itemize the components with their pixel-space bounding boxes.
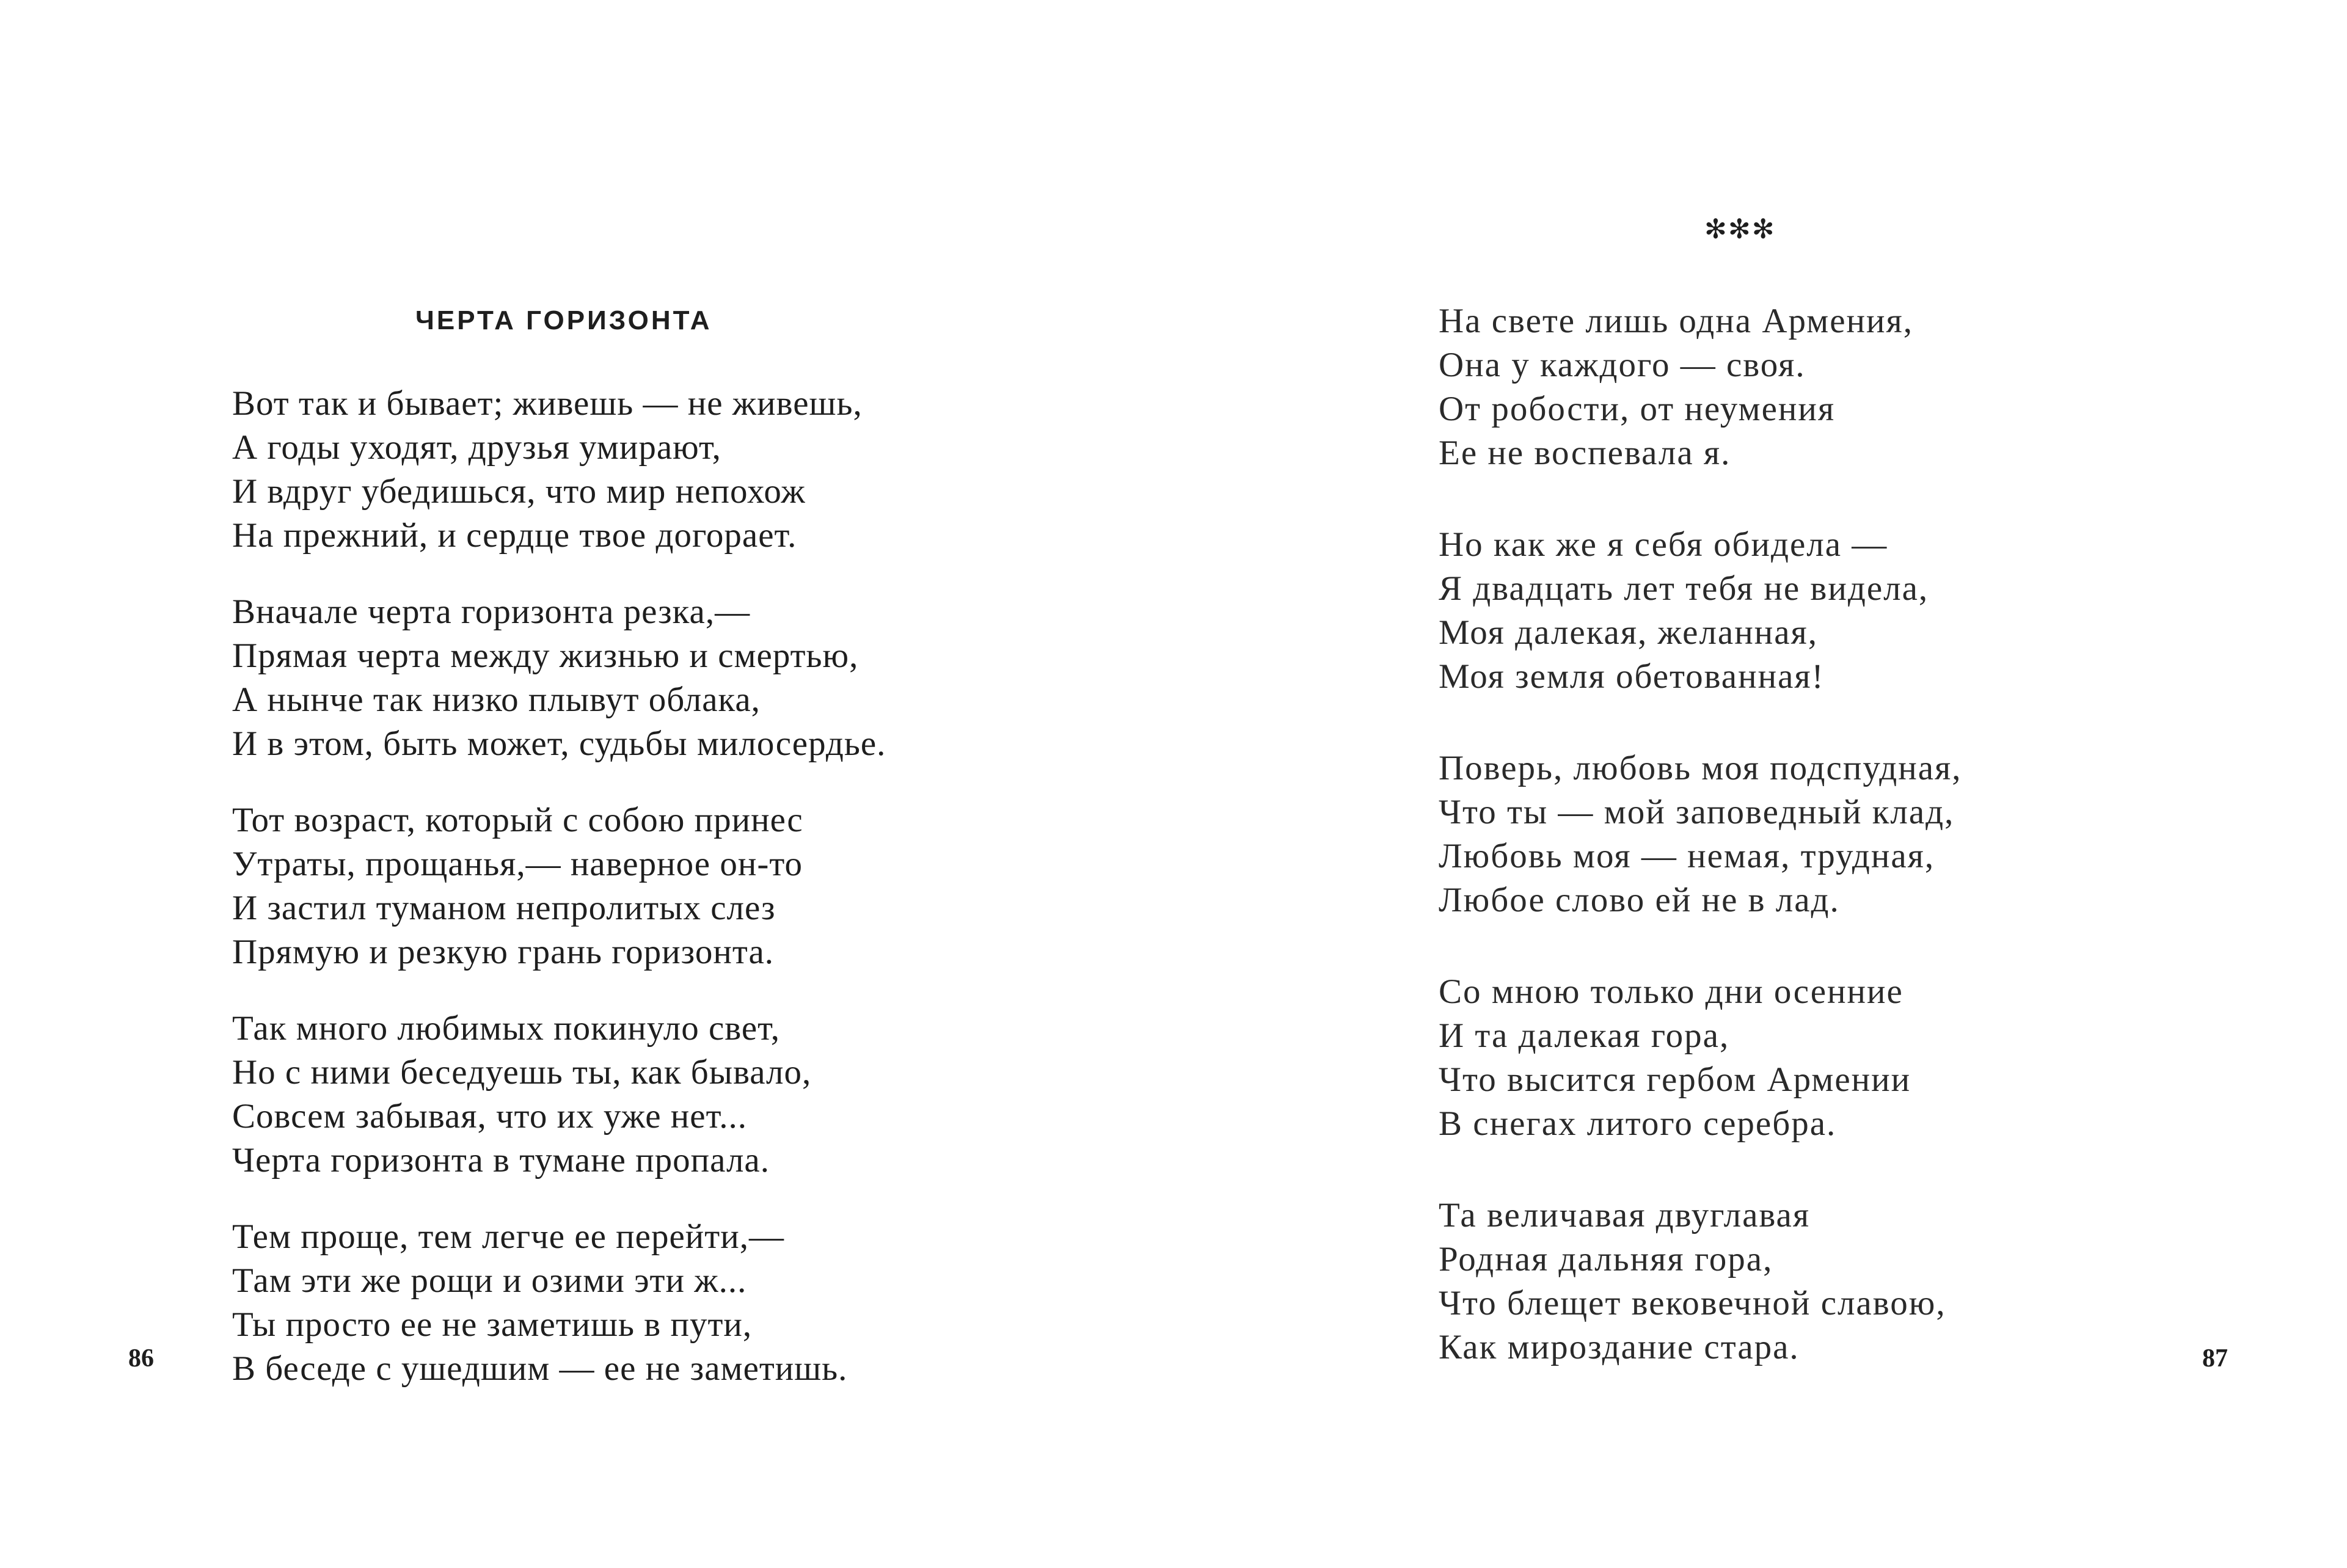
poem-line: Там эти же рощи и озими эти ж... bbox=[232, 1261, 747, 1300]
poem-line: И в этом, быть может, судьбы милосердье. bbox=[232, 724, 886, 763]
stanza bbox=[1439, 1194, 1962, 1369]
poem-line: В снегах литого серебра. bbox=[1439, 1104, 1837, 1143]
poem-line: Любое слово ей не в лад. bbox=[1439, 881, 1840, 919]
poem-line: Совсем забывая, что их уже нет... bbox=[232, 1097, 747, 1136]
poem-line: Как мироздание стара. bbox=[1439, 1328, 1800, 1366]
poem-line: И застил туманом непролитых слез bbox=[232, 889, 776, 927]
poem-line: Прямую и резкую грань горизонта. bbox=[232, 933, 774, 971]
poem-line: На прежний, и сердце твое догорает. bbox=[232, 516, 797, 555]
poem-line: Но как же я себя обидела — bbox=[1439, 525, 1888, 564]
poem-line: Утраты, прощанья,— наверное он-то bbox=[232, 845, 803, 883]
poem-line: Так много любимых покинуло свет, bbox=[232, 1009, 781, 1048]
poem-line: Моя земля обетованная! bbox=[1439, 657, 1825, 696]
poem-line: И вдруг убедишься, что мир непохож bbox=[232, 472, 806, 511]
poem-line: И та далекая гора, bbox=[1439, 1016, 1730, 1055]
page-number: 87 bbox=[2202, 1344, 2228, 1373]
poem-line: Тот возраст, который с собою принес bbox=[232, 801, 803, 839]
poem-line: А нынче так низко плывут облака, bbox=[232, 680, 761, 719]
stanza bbox=[232, 1215, 886, 1391]
poem-title: ЧЕРТА ГОРИЗОНТА bbox=[415, 305, 712, 335]
poem-line: Вначале черта горизонта резка,— bbox=[232, 593, 751, 631]
poem-line: Та величавая двуглавая bbox=[1439, 1196, 1811, 1234]
page-number: 86 bbox=[128, 1344, 154, 1373]
stanza bbox=[232, 382, 886, 558]
stanza bbox=[232, 1007, 886, 1183]
poem-line: Тем проще, тем легче ее перейти,— bbox=[232, 1217, 784, 1256]
poem-line: На свете лишь одна Армения, bbox=[1439, 302, 1913, 340]
poem-line: Со мною только дни осенние bbox=[1439, 972, 1904, 1011]
poem-line: Поверь, любовь моя подспудная, bbox=[1439, 749, 1962, 787]
stanza bbox=[1439, 299, 1962, 475]
stanza bbox=[232, 590, 886, 766]
poem-left bbox=[232, 382, 886, 1391]
poem-line: Черта горизонта в тумане пропала. bbox=[232, 1141, 770, 1180]
poem-line: Ты просто ее не заметишь в пути, bbox=[232, 1305, 753, 1344]
stanza bbox=[232, 798, 886, 974]
poem-line: Что ты — мой заповедный клад, bbox=[1439, 793, 1955, 831]
poem-line: Что блещет вековечной славою, bbox=[1439, 1284, 1946, 1322]
poem-line: Ее не воспевала я. bbox=[1439, 434, 1731, 472]
poem-line: Моя далекая, желанная, bbox=[1439, 613, 1818, 652]
poem-line: Прямая черта между жизнью и смертью, bbox=[232, 636, 859, 675]
poem-line: В беседе с ушедшим — ее не заметишь. bbox=[232, 1349, 848, 1388]
poem-line: Родная дальняя гора, bbox=[1439, 1240, 1773, 1278]
asterism-ornament: ✻✻✻ bbox=[1704, 214, 1776, 245]
poem-line: А годы уходят, друзья умирают, bbox=[232, 428, 721, 467]
stanza bbox=[1439, 746, 1962, 922]
poem-line: От робости, от неумения bbox=[1439, 390, 1836, 428]
poem-line: Она у каждого — своя. bbox=[1439, 346, 1806, 384]
poem-line: Но с ними беседуешь ты, как бывало, bbox=[232, 1053, 812, 1092]
poem-right bbox=[1439, 299, 1962, 1369]
poem-line: Что высится гербом Армении bbox=[1439, 1060, 1911, 1099]
poem-line: Любовь моя — немая, трудная, bbox=[1439, 837, 1935, 875]
stanza bbox=[1439, 523, 1962, 699]
poem-line: Я двадцать лет тебя не видела, bbox=[1439, 569, 1929, 608]
poem-line: Вот так и бывает; живешь — не живешь, bbox=[232, 384, 863, 423]
stanza bbox=[1439, 970, 1962, 1146]
